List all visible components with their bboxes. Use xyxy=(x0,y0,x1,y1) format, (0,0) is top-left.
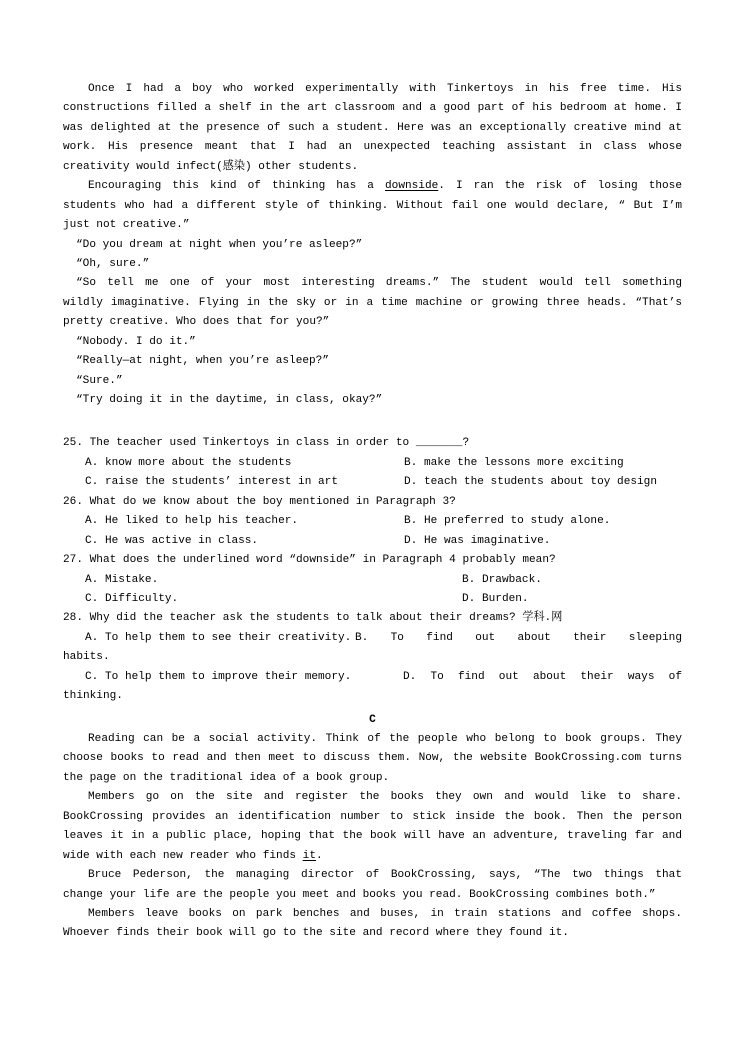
passage-line xyxy=(63,80,682,99)
text-segment: Whoever finds their book will go to the site and record where they found it. xyxy=(63,927,569,940)
passage-line xyxy=(63,313,682,332)
text-segment: choose books to read and then meet to discuss them. Now, the website BookCrossing.com turns xyxy=(63,752,682,765)
text-segment: the page on the traditional idea of a book group. xyxy=(63,771,390,784)
option-a: A. know more about the students xyxy=(85,456,292,469)
option-a: A. Mistake. xyxy=(85,573,159,586)
underlined-word: it xyxy=(302,849,316,862)
section-c-header: C xyxy=(369,713,376,726)
text-segment: Reading can be a social activity. Think of the people who belong to book groups. They xyxy=(88,733,682,745)
text-segment: “Oh, sure.” xyxy=(76,257,150,270)
option-d: D. teach the students about toy design xyxy=(404,476,657,489)
passage-line xyxy=(63,177,682,196)
passage-line xyxy=(63,808,682,827)
passage-line xyxy=(63,905,682,924)
passage-line xyxy=(63,274,682,293)
text-segment: Bruce Pederson, the managing director of BookCrossing, says, “The two things that xyxy=(88,869,682,882)
option-c: C. raise the students’ interest in art xyxy=(85,476,338,489)
option-b: B. He preferred to study alone. xyxy=(404,515,611,528)
question-stem xyxy=(63,551,682,570)
text-segment: wide with each new reader who finds xyxy=(63,849,303,862)
text-segment: creativity would infect(感染) other students. xyxy=(63,160,359,173)
option-row xyxy=(63,473,682,492)
text-segment: wildly imaginative. Flying in the sky or in a time machine or growing three heads. “That’s xyxy=(63,296,682,309)
passage-b xyxy=(63,80,682,410)
passage-line xyxy=(63,158,682,177)
passage-line xyxy=(63,99,682,118)
option-row xyxy=(63,532,682,551)
text-segment: constructions filled a shelf in the art classroom and a good part of his bedroom at home. I xyxy=(63,102,682,115)
passage-line xyxy=(63,827,682,846)
passage-line xyxy=(63,788,682,807)
text-segment: just not creative.” xyxy=(63,219,190,232)
option-a: A. To help them to see their creativity. xyxy=(85,631,352,644)
text-segment: . xyxy=(316,849,323,862)
text-segment: “So tell me one of your most interesting dreams.” The student would tell something xyxy=(76,277,682,290)
passage-line xyxy=(63,197,682,216)
option-d: D. To find out about their ways of xyxy=(403,670,682,683)
text-segment: . I ran the risk of losing those xyxy=(438,180,682,193)
text-segment: Members leave books on park benches and buses, in train stations and coffee shops. xyxy=(88,907,682,920)
passage-line xyxy=(63,749,682,768)
option-row xyxy=(63,454,682,473)
option-row xyxy=(63,512,682,531)
text-segment: 28. Why did the teacher ask the students to talk about their dreams? 学科.网 xyxy=(63,612,563,625)
text-segment: Encouraging this kind of thinking has a xyxy=(88,180,385,193)
passage-line xyxy=(63,352,682,371)
option-continuation xyxy=(63,648,682,667)
questions-block xyxy=(63,434,682,706)
passage-line xyxy=(63,866,682,885)
text-segment: BookCrossing provides an identification number to stick inside the book. Then the person xyxy=(63,810,682,823)
passage-line xyxy=(63,333,682,352)
question-stem xyxy=(63,434,682,453)
option-b: B. make the lessons more exciting xyxy=(404,456,624,469)
text-segment: work. His presence meant that I had an unexpected teaching assistant in class whose xyxy=(63,141,682,154)
passage-line xyxy=(63,294,682,313)
option-c: C. To help them to improve their memory. xyxy=(85,670,352,683)
underlined-word: downside xyxy=(385,180,439,193)
question-stem xyxy=(63,493,682,512)
text-segment: “Sure.” xyxy=(76,374,123,387)
passage-line xyxy=(63,769,682,788)
option-row xyxy=(63,629,682,648)
passage-line xyxy=(63,119,682,138)
text-segment: change your life are the people you meet and books you read. BookCrossing combines both.” xyxy=(63,888,656,901)
question-stem xyxy=(63,609,682,628)
passage-line xyxy=(63,138,682,157)
passage-line xyxy=(63,391,682,410)
passage-line xyxy=(63,216,682,235)
option-b: B. Drawback. xyxy=(462,573,542,586)
option-c: C. Difficulty. xyxy=(85,592,179,605)
option-continuation xyxy=(63,687,682,706)
option-b: B. To find out about their sleeping xyxy=(355,631,682,644)
text-segment: was delighted at the presence of such a student. Here was an exceptionally creative mind at xyxy=(63,121,682,134)
text-segment: 26. What do we know about the boy mentioned in Paragraph 3? xyxy=(63,495,456,508)
section-c xyxy=(63,711,682,944)
passage-line xyxy=(63,255,682,274)
passage-line xyxy=(63,372,682,391)
text-segment: Members go on the site and register the books they own and would like to share. xyxy=(88,791,682,804)
text-segment: 27. What does the underlined word “downside” in Paragraph 4 probably mean? xyxy=(63,554,556,567)
text-segment: “Nobody. I do it.” xyxy=(76,335,196,348)
option-row xyxy=(63,668,682,687)
text-segment: habits. xyxy=(63,651,110,664)
option-c: C. He was active in class. xyxy=(85,534,259,547)
text-segment: “Do you dream at night when you’re asleep?” xyxy=(76,238,363,251)
option-d: D. Burden. xyxy=(462,592,529,605)
text-segment: 25. The teacher used Tinkertoys in class in order to _______? xyxy=(63,437,470,450)
text-segment: pretty creative. Who does that for you?” xyxy=(63,316,330,329)
text-segment: “Try doing it in the daytime, in class, okay?” xyxy=(76,394,383,406)
passage-line xyxy=(63,236,682,255)
passage-line xyxy=(63,730,682,749)
document-page xyxy=(63,80,682,944)
option-a: A. He liked to help his teacher. xyxy=(85,515,299,528)
text-segment: Once I had a boy who worked experimentally with Tinkertoys in his free time. His xyxy=(88,83,682,95)
option-row xyxy=(63,571,682,590)
passage-line xyxy=(63,886,682,905)
text-segment: students who had a different style of thinking. Without fail one would declare, “ But I’m xyxy=(63,199,682,212)
section-c-passage xyxy=(63,730,682,944)
option-row xyxy=(63,590,682,609)
text-segment: thinking. xyxy=(63,690,123,703)
text-segment: leaves it in a public place, hoping that the book will have an adventure, traveling far and xyxy=(63,830,682,843)
text-segment: “Really—at night, when you’re asleep?” xyxy=(76,355,329,368)
passage-line xyxy=(63,847,682,866)
option-d: D. He was imaginative. xyxy=(404,534,551,547)
passage-line xyxy=(63,924,682,943)
